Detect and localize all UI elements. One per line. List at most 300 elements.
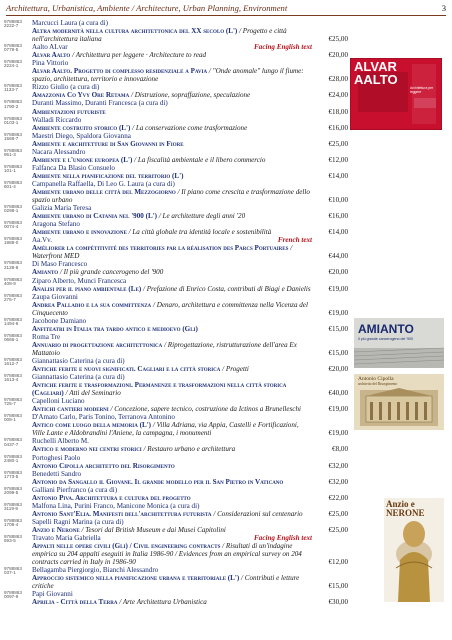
isbn-code [4, 205, 30, 213]
entry-title-line [32, 365, 312, 373]
entry-author-line [32, 99, 312, 107]
entry-title-line [32, 212, 312, 220]
isbn-code [4, 60, 30, 68]
entry-author: Marcucci Laura (a cura di) [32, 19, 109, 27]
entry-title-line [32, 27, 312, 43]
isbn-code [4, 471, 30, 479]
entry-price: €20,00 [328, 268, 348, 277]
entry-subtitle: / Atti del Seminario [65, 389, 121, 398]
entry-subtitle: / Contributi e letture critiche [32, 574, 300, 591]
catalog-entry [4, 83, 348, 99]
entry-title: Antonio Piva. Architettura e cultura del progetto [32, 493, 191, 502]
isbn-code [4, 20, 30, 28]
isbn-prefix: 9788863 [4, 397, 22, 403]
cover-title: ALVAR AALTO [354, 59, 398, 87]
entry-title: Ambientazioni futuriste [32, 107, 106, 116]
entry-author: Jacobone Damiano [32, 316, 87, 325]
cover-title: Antonio Cipolla [358, 376, 394, 382]
isbn-suffix: 951-3 [4, 151, 16, 157]
catalog-list [4, 19, 348, 606]
catalog-entry [4, 454, 348, 470]
entry-title: Amazzonia Co Yvy Ore Retama [32, 91, 130, 100]
entry-body [32, 204, 312, 220]
entry-title: Antiche ferite e trasformazioni. Permanenze e trasformazioni nella città storica (Cagliari) [32, 381, 287, 398]
entry-author: D'Amato Carlo, Paris Tonino, Terranova Antonino [32, 413, 175, 422]
isbn-prefix: 9788863 [4, 163, 22, 169]
isbn-suffix: 1708-4 [4, 522, 19, 527]
isbn-prefix: 9788863 [4, 413, 22, 419]
isbn-prefix: 9788863 [4, 501, 22, 507]
entry-author-line [32, 19, 312, 27]
entry-title: Aprilia - Città della Terra [32, 598, 118, 607]
entry-body [32, 99, 312, 115]
entry-author-line [32, 373, 312, 381]
isbn-suffix: 0437-7 [4, 441, 19, 447]
entry-author: Sapelli Ragni Marina (a cura di) [32, 517, 124, 526]
isbn-code [4, 438, 30, 446]
entry-subtitle: / Concezione, sapere tecnico, costruzione da Ictinos a Brunelleschi [110, 405, 301, 414]
cover-title: AMIANTO [358, 322, 414, 336]
catalog-entry [4, 19, 348, 43]
entry-subtitle: / Tesori dal British Museum e dai Musei Capitolini [81, 525, 226, 534]
language-tag: French text [277, 236, 312, 245]
entry-title: Ambiente urbano e innovazione [32, 228, 127, 237]
entry-body [32, 502, 312, 518]
entry-title-line [32, 526, 312, 534]
entry-price: €20,00 [328, 51, 348, 60]
entry-title-line [32, 91, 312, 99]
entry-price: €22,00 [328, 493, 348, 502]
entry-title-line [32, 445, 312, 453]
catalog-entry [4, 220, 348, 236]
isbn-suffix: 2099-5 [4, 489, 19, 495]
catalog-entry [4, 333, 348, 357]
isbn-prefix: 9788863 [4, 356, 22, 362]
entry-title: Ambiente urbano di Catania nel '900 (L') [32, 212, 158, 221]
isbn-code [4, 455, 30, 463]
entry-price: €12,00 [328, 558, 348, 567]
entry-author: Walladi Riccardo [32, 115, 82, 124]
cover-subtitle: architetto del Risorgimento [358, 382, 398, 386]
isbn-code [4, 149, 30, 157]
entry-title: Appalti nelle opere civili (Gli) / Civil engineering contracts [32, 542, 221, 551]
entry-body [32, 164, 312, 180]
isbn-code [4, 519, 30, 527]
isbn-suffix: 0298-1 [4, 208, 19, 214]
entry-author: Zaupa Giovanni [32, 292, 78, 301]
isbn-prefix: 9788863 [4, 236, 22, 242]
entry-author: Giannattasio Caterina (a cura di) [32, 373, 125, 382]
isbn-suffix: 0778-5 [4, 47, 19, 53]
entry-subtitle: / Villa Adriana, via Appia, Castelli e Fortificazioni, Ville Lante e Aldobrandini l'Aniene, la campagna, i monumenti [32, 421, 299, 438]
entry-price: €24,00 [328, 91, 348, 100]
entry-body [32, 566, 312, 590]
entry-price: €15,00 [328, 582, 348, 591]
isbn-suffix: 1613-4 [4, 377, 19, 383]
entry-body [32, 413, 312, 437]
catalog-entry [4, 397, 348, 413]
entry-price: €40,00 [328, 389, 348, 398]
entry-body [32, 260, 312, 276]
entry-author-line [32, 590, 312, 598]
entry-author-line [32, 470, 312, 478]
catalog-entry [4, 373, 348, 397]
isbn-suffix: 1988-0 [4, 240, 19, 246]
entry-price: €32,00 [328, 461, 348, 470]
entry-subtitle: / Denaro, architettura e committenza nella Vicenza del Cinquecento [32, 300, 308, 317]
isbn-suffix: 037-1 [4, 570, 16, 576]
entry-subtitle: / Architettura per leggere · Architecture to read [72, 51, 207, 60]
catalog-entry [4, 413, 348, 437]
catalog-entry [4, 99, 348, 115]
isbn-prefix: 9788863 [4, 115, 22, 121]
entry-title-line [32, 510, 312, 518]
entry-author-line [32, 502, 312, 510]
entry-title-line [32, 244, 312, 260]
entry-author-line [32, 357, 312, 365]
entry-author: Roma Tre [32, 332, 61, 341]
isbn-suffix: 275-7 [4, 296, 16, 302]
entry-title: Ambiente nella pianificazione del territorio (L') [32, 171, 184, 180]
entry-title-line [32, 421, 312, 437]
isbn-prefix: 9788863 [4, 316, 22, 322]
entry-body [32, 148, 312, 164]
entry-author: Campanella Raffaella, Di Leo G. Laura (a cura di) [32, 179, 175, 188]
entry-body [32, 437, 312, 453]
isbn-code [4, 358, 30, 366]
entry-body [32, 590, 312, 606]
entry-title-line [32, 156, 312, 164]
catalog-entry [4, 132, 348, 148]
entry-title-line [32, 124, 312, 132]
entry-title: Annuario di progettazione architettonica [32, 340, 163, 349]
entry-subtitle: / La fiscalità ambientale e il libero commercio [134, 155, 266, 164]
entry-author: Aalto ALvar [32, 43, 68, 52]
entry-title: Ambiente e architetture di San Giovanni in Fiore [32, 139, 184, 148]
entry-author: Travato Maria Gabriella [32, 534, 101, 542]
isbn-code [4, 117, 30, 125]
isbn-suffix: 2224-1 [4, 63, 19, 69]
entry-price: €16,00 [328, 212, 348, 221]
catalog-entry [4, 437, 348, 453]
entry-price: €14,00 [328, 171, 348, 180]
entry-author: Maestri Diego, Spaldora Giovanna [32, 131, 131, 140]
entry-title: Alvar Aalto [32, 51, 71, 60]
isbn-prefix: 9788863 [4, 59, 22, 65]
entry-author: Ziparo Alberto, Munci Francesca [32, 276, 127, 285]
entry-title-line [32, 462, 312, 470]
entry-author-line [32, 486, 312, 494]
entry-subtitle: / Il più grande cancerogeno del '900 [59, 268, 164, 277]
entry-body [32, 397, 312, 413]
entry-author-line [32, 566, 312, 574]
entry-author: Duranti Massimo, Duranti Francesca (a cura di) [32, 99, 168, 108]
isbn-code [4, 221, 30, 229]
entry-price: €8,00 [332, 445, 348, 454]
entry-price: €19,00 [328, 429, 348, 438]
entry-subtitle: / Considerazioni sul centenario [213, 509, 303, 518]
entry-author: Benedetti Sandro [32, 469, 82, 478]
isbn-suffix: 0074-4 [4, 224, 19, 230]
entry-body [32, 486, 312, 502]
entry-author-line [32, 413, 312, 421]
section-title: Architettura, Urbanistica, Ambiente / Architecture, Urban Planning, Environment [6, 3, 288, 13]
entry-author: Malfona Lina, Purini Franco, Manicone Monica (a cura di) [32, 501, 200, 510]
entry-author: Di Maso Francesco [32, 260, 88, 269]
isbn-suffix: 408-9 [4, 280, 16, 286]
entry-title: Ambiente costruito storico (L') [32, 123, 131, 132]
entry-author-line [32, 293, 312, 301]
catalog-entry [4, 59, 348, 83]
isbn-code [4, 591, 30, 599]
entry-author-line [32, 59, 312, 67]
entry-body [32, 180, 312, 204]
entry-subtitle: / Arte Architettura Urbanistica [119, 598, 207, 607]
entry-price: €25,00 [328, 139, 348, 148]
isbn-code [4, 414, 30, 422]
entry-price: €14,00 [328, 228, 348, 237]
entry-author: Bellagamba Piergiorgio, Bianchi Alessandro [32, 566, 159, 575]
entry-price: €15,00 [328, 348, 348, 357]
entry-title: Approccio sistemico nella pianificazione urbana e territoriale (L') [32, 574, 240, 583]
entry-body [32, 132, 312, 148]
entry-author: Galliani Pierfranco (a cura di) [32, 485, 118, 494]
entry-author-line [32, 236, 312, 244]
isbn-code [4, 398, 30, 406]
entry-body [32, 333, 312, 357]
catalog-entry [4, 180, 348, 204]
entry-author: Falfanca Da Blasio Consuelo [32, 163, 115, 172]
isbn-prefix: 9788863 [4, 332, 22, 338]
isbn-prefix: 9788863 [4, 534, 22, 539]
isbn-prefix: 9788863 [4, 453, 22, 459]
entry-price: €20,00 [328, 365, 348, 374]
entry-title-line [32, 598, 312, 606]
isbn-suffix: 1133-7 [4, 87, 18, 93]
entry-author-line [32, 534, 312, 542]
isbn-code [4, 165, 30, 173]
cover-alvar-aalto [350, 58, 442, 130]
isbn-code [4, 318, 30, 326]
entry-subtitle: / Riprogettazione, ristrutturazione dell'area Ex Mattatoio [32, 340, 297, 357]
entry-title: Amianto [32, 268, 59, 277]
isbn-suffix: 2128-8 [4, 264, 19, 270]
entry-price: €10,00 [328, 196, 348, 205]
entry-title-line [32, 172, 312, 180]
isbn-suffix: 3119-9 [4, 505, 18, 511]
entry-title-line [32, 268, 312, 276]
cover-antonio-cipolla [354, 374, 444, 430]
entry-title-line [32, 405, 312, 413]
entry-title-line [32, 494, 312, 502]
isbn-suffix: 2480-1 [4, 457, 19, 463]
entry-title-line [32, 542, 312, 566]
entry-title: Andrea Palladio e la sua committenza [32, 300, 152, 309]
entry-author: Ruchelli Alberto M. [32, 437, 89, 446]
catalog-entry [4, 204, 348, 220]
entry-author-line [32, 83, 312, 91]
catalog-entry [4, 148, 348, 164]
catalog-entry [4, 566, 348, 590]
isbn-suffix: 0103-1 [4, 119, 19, 125]
isbn-code [4, 567, 30, 575]
entry-author-line [32, 148, 312, 156]
entry-author-line [32, 333, 312, 341]
entry-body [32, 277, 312, 293]
catalog-entry [4, 236, 348, 260]
entry-title: Antico come luogo della memoria (L') [32, 421, 152, 430]
entry-author: Nacara Alessandro [32, 147, 86, 156]
entry-title-line [32, 108, 312, 116]
entry-title-line [32, 67, 312, 83]
isbn-prefix: 9788863 [4, 469, 22, 475]
entry-price: €25,00 [328, 35, 348, 44]
entry-title: Antonio da Sangallo il Giovane. Il grande modello per il San Pietro in Vaticano [32, 477, 284, 486]
cover-title: Anzio e NERONE [386, 499, 425, 518]
entry-price: €44,00 [328, 252, 348, 261]
isbn-code [4, 237, 30, 245]
entry-price: €16,00 [328, 123, 348, 132]
entry-title-line [32, 325, 312, 333]
entry-subtitle: / Distruzione, sopraffazione, speculazione [130, 91, 251, 100]
isbn-prefix: 9788863 [4, 292, 22, 298]
isbn-code [4, 84, 30, 92]
isbn-code [4, 44, 30, 52]
catalog-entry [4, 502, 348, 518]
entry-subtitle: / La città globale tra identità locale e sostenibilità [128, 228, 272, 237]
catalog-entry [4, 277, 348, 293]
isbn-code [4, 374, 30, 382]
isbn-prefix: 9788863 [4, 204, 22, 210]
entry-author-line [32, 116, 312, 124]
isbn-code [4, 100, 30, 108]
entry-author: Aa.Vv. [32, 236, 53, 245]
catalog-entry [4, 164, 348, 180]
isbn-code [4, 503, 30, 511]
isbn-suffix: 1568-7 [4, 135, 19, 141]
isbn-suffix: 1790-2 [4, 103, 19, 109]
isbn-prefix: 9788863 [4, 19, 22, 24]
isbn-prefix: 9788863 [4, 83, 22, 89]
entry-body [32, 534, 312, 566]
entry-title-line [32, 140, 312, 148]
entry-price: €25,00 [328, 509, 348, 518]
isbn-code [4, 294, 30, 302]
isbn-prefix: 9788863 [4, 517, 22, 523]
isbn-code [4, 133, 30, 141]
entry-title-line [32, 228, 312, 236]
catalog-entry [4, 317, 348, 333]
entry-author-line [32, 164, 312, 172]
entry-subtitle: / La conservazione come trasformazione [132, 123, 248, 132]
entry-body [32, 518, 312, 534]
catalog-entry [4, 534, 348, 566]
isbn-code [4, 261, 30, 269]
catalog-entry [4, 470, 348, 486]
isbn-prefix: 9788863 [4, 590, 22, 596]
entry-subtitle: / Progetti [222, 365, 249, 374]
entry-author: Capelloni Luciano [32, 397, 85, 406]
entry-title: Ambiente e l'unione europea (L') [32, 155, 133, 164]
entry-price: €18,00 [328, 107, 348, 116]
entry-body [32, 357, 312, 373]
entry-price: €28,00 [328, 75, 348, 84]
catalog-entry [4, 357, 348, 373]
isbn-suffix: 1494-6 [4, 320, 19, 326]
entry-author-line [32, 518, 312, 526]
cover-amianto [354, 318, 444, 368]
entry-title: Anzio e Nerone [32, 525, 80, 534]
entry-author-line [32, 132, 312, 140]
isbn-prefix: 9788863 [4, 131, 22, 137]
isbn-suffix: 0666-1 [4, 336, 19, 342]
entry-author-line [32, 180, 312, 188]
entry-title: Anfiteatri in Italia tra tardo antico e medioevo (Gli) [32, 324, 198, 333]
isbn-code [4, 535, 30, 543]
entry-subtitle: / Restauro urbano e architettura [143, 445, 236, 454]
entry-body [32, 43, 312, 59]
entry-title-line [32, 301, 312, 317]
isbn-suffix: 101-1 [4, 167, 16, 173]
entry-body [32, 19, 312, 43]
catalog-entry [4, 293, 348, 317]
cover-anzio-nerone [384, 498, 444, 602]
isbn-code [4, 334, 30, 342]
entry-author: Aragona Stefano [32, 220, 80, 229]
entry-author-line [32, 260, 312, 268]
entry-subtitle: / Risultati di un'indagine empirica su 204 appalti eseguiti in Italia 1986-90 / Evidences from an empirical survey on 204 contracts carried in Italy in 1986-90 [32, 542, 302, 567]
entry-title: Analisi per il piano ambientale (Le) [32, 284, 142, 293]
isbn-prefix: 9788863 [4, 485, 22, 491]
entry-author: Pina Vittorio [32, 59, 69, 68]
entry-subtitle: / Prefazione di Enrico Costa, contributi di Biagi e Danielis [142, 284, 311, 293]
isbn-prefix: 9788863 [4, 179, 22, 185]
entry-title-line [32, 285, 312, 293]
entry-title-line [32, 381, 312, 397]
entry-author: Papi Giovanni [32, 590, 73, 599]
entry-title-line [32, 574, 312, 590]
catalog-entry [4, 590, 348, 606]
entry-title-line [32, 188, 312, 204]
entry-body [32, 83, 312, 99]
entry-title-line [32, 51, 312, 59]
entry-title: Ambiente urbano delle città del Mezzogiorno [32, 187, 176, 196]
entry-title: Altra modernità nella cultura architettonica del XX secolo (L') [32, 27, 238, 36]
isbn-suffix: 008-1 [4, 417, 16, 423]
entry-body [32, 470, 312, 486]
isbn-prefix: 9788863 [4, 260, 22, 266]
entry-subtitle: / Le architetture degli anni '20 [158, 212, 246, 221]
entry-price: €19,00 [328, 284, 348, 293]
entry-author-line [32, 437, 312, 445]
isbn-prefix: 9788863 [4, 373, 22, 379]
isbn-prefix: 9788863 [4, 276, 22, 282]
page-number: 3 [441, 3, 446, 13]
entry-body [32, 454, 312, 470]
language-tag: Facing English text [254, 43, 312, 52]
entry-body [32, 236, 312, 260]
page-header [6, 3, 446, 15]
isbn-suffix: 593-5 [4, 538, 16, 544]
isbn-suffix: 0097-9 [4, 594, 19, 600]
entry-title: Améliorer la compétitivité des territories par la réalisation des Parcs Portuaires [32, 244, 289, 253]
entry-subtitle: / "Onde anomale" lungo il fiume: spazio, architettura, territorio e innovazione [32, 67, 304, 84]
entry-author-line [32, 43, 312, 51]
isbn-suffix: 1773-5 [4, 473, 19, 479]
isbn-prefix: 9788863 [4, 437, 22, 443]
entry-price: €25,00 [328, 525, 348, 534]
catalog-entry [4, 43, 348, 59]
